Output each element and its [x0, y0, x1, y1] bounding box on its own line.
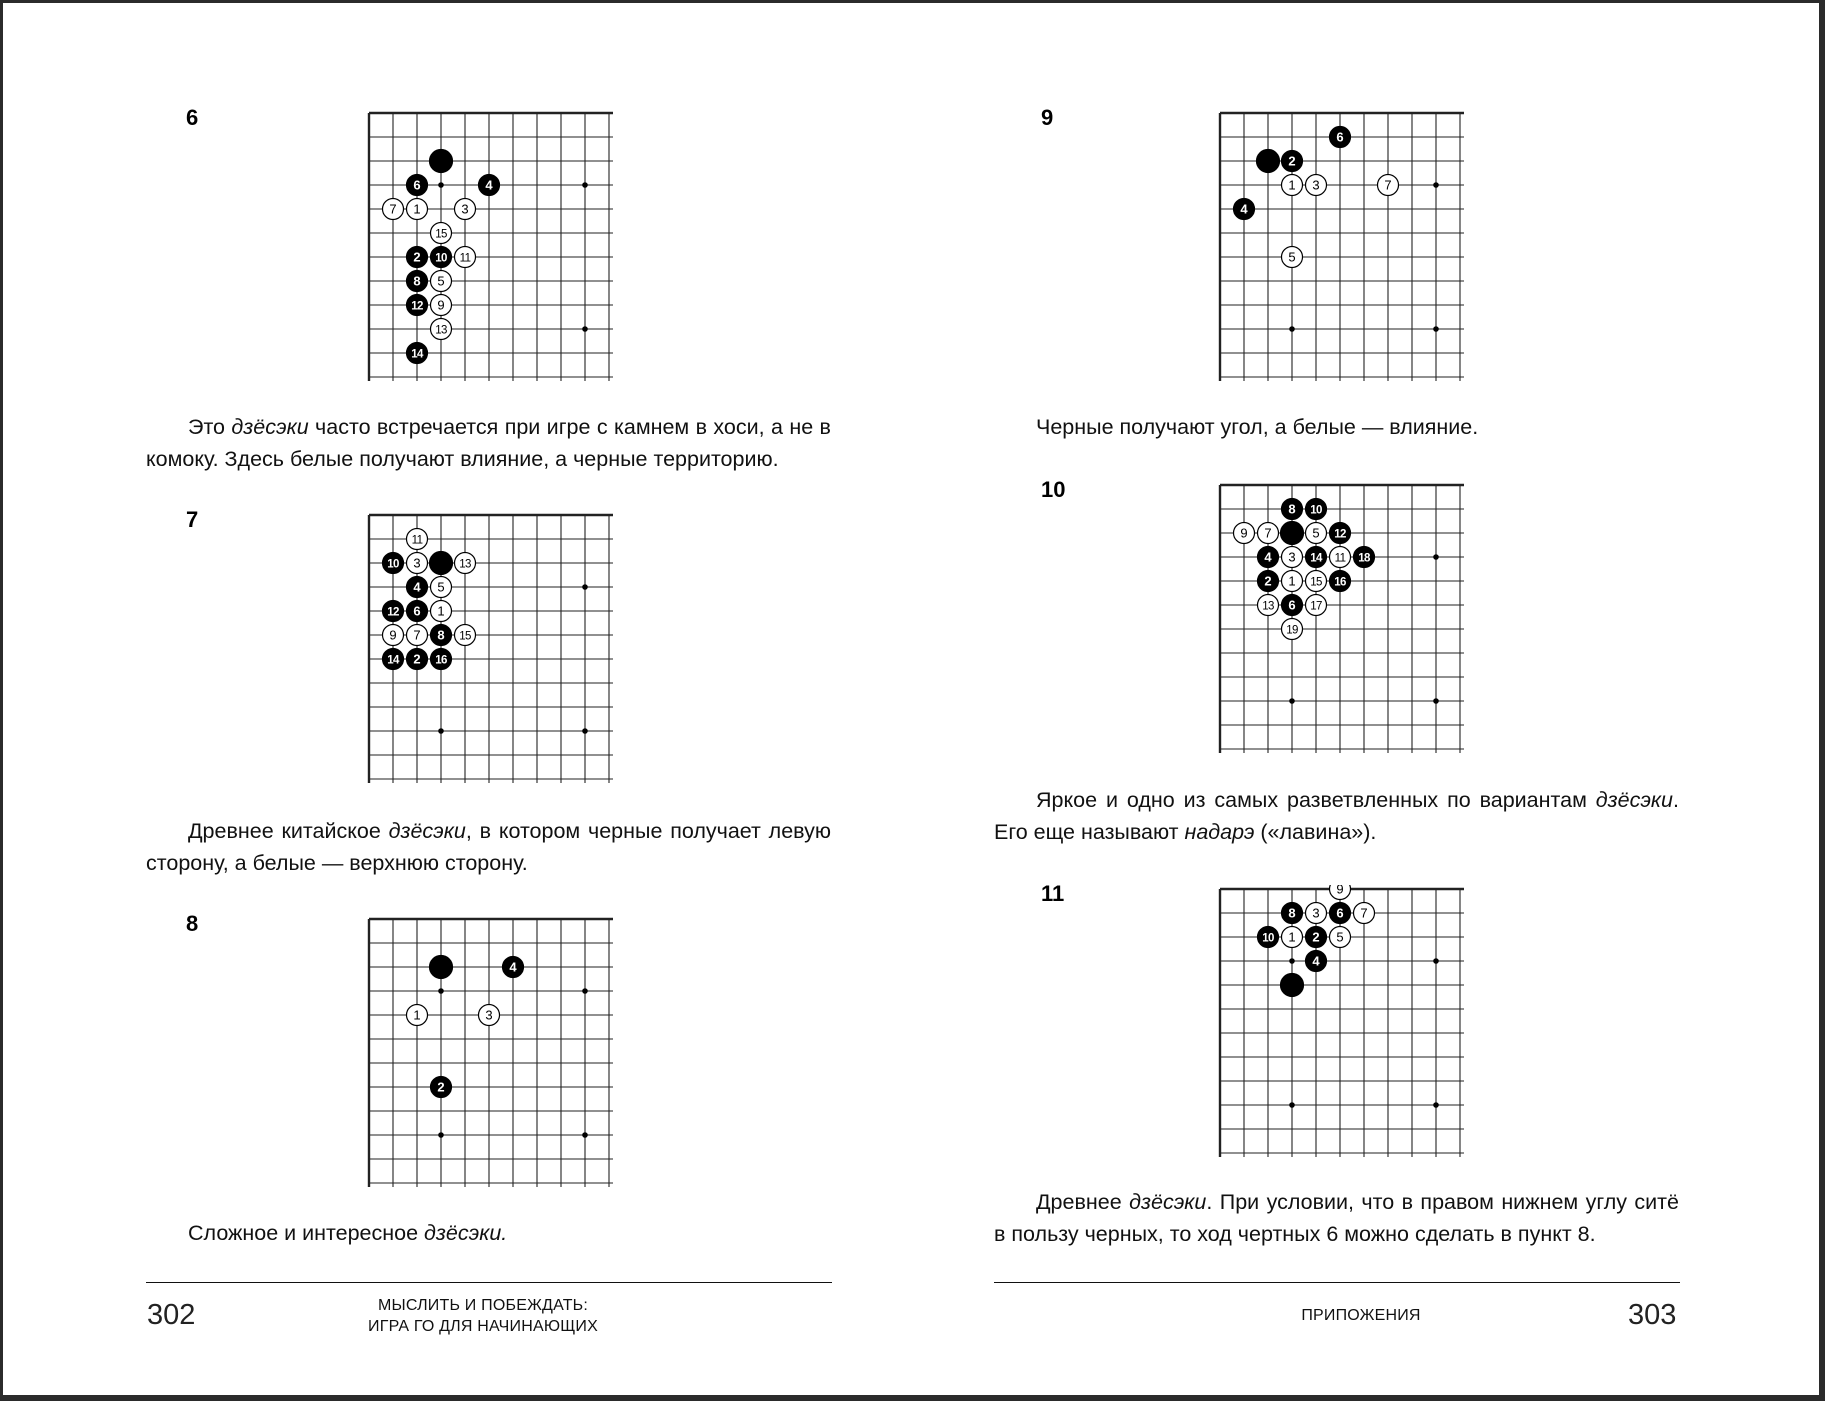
black-stone: [503, 957, 524, 978]
white-stone: [431, 295, 452, 316]
black-stone: [1282, 151, 1303, 172]
white-stone: [1306, 571, 1327, 592]
star-point: [438, 1132, 444, 1138]
white-stone: [455, 199, 476, 220]
move-number: 1: [1288, 177, 1296, 193]
black-stone: [1258, 927, 1279, 948]
white-stone: [407, 625, 428, 646]
move-number: 12: [387, 606, 399, 619]
move-number: 7: [413, 627, 421, 643]
right-page: [911, 3, 1819, 1395]
star-point: [582, 988, 588, 994]
board-grid: [369, 113, 613, 381]
move-number: 14: [411, 348, 423, 361]
move-number: 4: [485, 177, 493, 193]
black-stone: [1282, 903, 1303, 924]
move-number: 5: [437, 579, 445, 595]
white-stone: [431, 319, 452, 340]
move-number: 5: [1288, 249, 1296, 265]
white-stone: [383, 625, 404, 646]
black-stone: [479, 175, 500, 196]
move-number: 2: [413, 651, 421, 667]
move-number: 15: [435, 228, 447, 241]
black-stone: [1306, 927, 1327, 948]
move-number: 1: [413, 201, 421, 217]
move-number: 3: [1288, 549, 1296, 565]
diagram-caption: Яркое и одно из самых разветвленных по вариантам дзёсэки. Его еще называют надарэ («лавина»).: [994, 788, 1679, 844]
black-stone: [383, 649, 404, 670]
white-stone: [1306, 175, 1327, 196]
black-stone: [383, 601, 404, 622]
black-stone: [407, 649, 428, 670]
star-point: [1289, 698, 1295, 704]
black-stone: [383, 553, 404, 574]
move-number: 16: [1334, 576, 1346, 589]
move-number: 4: [413, 579, 421, 595]
move-number: 10: [1262, 932, 1274, 945]
star-point: [1289, 1102, 1295, 1108]
board-grid: [369, 919, 613, 1187]
black-stone: [1257, 150, 1280, 173]
star-point: [1433, 958, 1439, 964]
diagram-number: 7: [186, 507, 199, 532]
black-stone: [1330, 127, 1351, 148]
move-number: 2: [413, 249, 421, 265]
stone-disc: [1281, 974, 1304, 997]
white-stone: [1330, 547, 1351, 568]
diagram-caption: Сложное и интересное дзёсэки.: [188, 1221, 508, 1245]
white-stone: [383, 199, 404, 220]
move-number: 4: [1240, 201, 1248, 217]
running-head: [333, 1295, 633, 1337]
move-number: 19: [1286, 624, 1298, 637]
move-number: 9: [1240, 525, 1248, 541]
page-number: 303: [1628, 1299, 1677, 1331]
running-head-line: МЫСЛИТЬ И ПОБЕЖДАТЬ:: [377, 1297, 589, 1314]
star-point: [582, 584, 588, 590]
star-point: [1289, 326, 1295, 332]
move-number: 2: [1264, 573, 1272, 589]
white-stone: [407, 529, 428, 550]
move-number: 10: [387, 558, 399, 571]
move-number: 11: [411, 534, 423, 547]
book-spread: [3, 3, 1819, 1395]
black-stone: [1306, 547, 1327, 568]
move-number: 6: [1336, 129, 1344, 145]
black-stone: [1258, 571, 1279, 592]
move-number: 7: [1384, 177, 1392, 193]
black-stone: [1306, 499, 1327, 520]
go-board-diagram: [365, 511, 615, 786]
star-point: [438, 988, 444, 994]
footer-rule: [146, 1282, 832, 1283]
stone-disc: [430, 552, 453, 575]
black-stone: [407, 247, 428, 268]
white-stone: [1306, 595, 1327, 616]
move-number: 3: [461, 201, 469, 217]
stone-disc: [430, 956, 453, 979]
black-stone: [1281, 522, 1304, 545]
star-point: [1433, 182, 1439, 188]
white-stone: [1306, 523, 1327, 544]
move-number: 13: [435, 324, 447, 337]
move-number: 17: [1310, 600, 1322, 613]
star-point: [438, 728, 444, 734]
black-stone: [407, 577, 428, 598]
stone-disc: [1281, 522, 1304, 545]
move-number: 8: [413, 273, 421, 289]
white-stone: [1282, 547, 1303, 568]
move-number: 8: [1288, 501, 1296, 517]
diagram-caption: Древнее дзёсэки. При условии, что в правом нижнем углу ситё в пользу черных, то ход чертных 6 можно сделать в пункт 8.: [994, 1190, 1679, 1246]
stone-disc: [430, 150, 453, 173]
white-stone: [1282, 619, 1303, 640]
move-number: 2: [1312, 929, 1320, 945]
move-number: 13: [459, 558, 471, 571]
move-number: 8: [437, 627, 445, 643]
move-number: 13: [1262, 600, 1274, 613]
move-number: 4: [509, 959, 517, 975]
footer-rule: [994, 1282, 1680, 1283]
black-stone: [430, 956, 453, 979]
running-head-line: ИГРА ГО ДЛЯ НАЧИНАЮЩИХ: [368, 1318, 598, 1335]
go-board-diagram: [1216, 109, 1466, 384]
black-stone: [1258, 547, 1279, 568]
left-page: [3, 3, 911, 1395]
move-number: 15: [459, 630, 471, 643]
move-number: 9: [1336, 885, 1344, 897]
board-grid: [369, 515, 613, 783]
star-point: [1433, 1102, 1439, 1108]
black-stone: [431, 1077, 452, 1098]
star-point: [1433, 698, 1439, 704]
go-board-diagram: [365, 915, 615, 1190]
diagram-number: 10: [1041, 477, 1066, 502]
move-number: 9: [437, 297, 445, 313]
black-stone: [1330, 523, 1351, 544]
star-point: [438, 182, 444, 188]
move-number: 1: [437, 603, 445, 619]
board-grid: [1220, 113, 1464, 381]
move-number: 1: [1288, 929, 1296, 945]
black-stone: [1354, 547, 1375, 568]
move-number: 9: [389, 627, 397, 643]
black-stone: [431, 625, 452, 646]
black-stone: [430, 150, 453, 173]
black-stone: [1234, 199, 1255, 220]
move-number: 14: [1310, 552, 1322, 565]
white-stone: [455, 625, 476, 646]
move-number: 4: [1264, 549, 1272, 565]
white-stone: [1354, 903, 1375, 924]
black-stone: [1282, 595, 1303, 616]
black-stone: [407, 343, 428, 364]
white-stone: [431, 577, 452, 598]
move-number: 2: [437, 1079, 445, 1095]
move-number: 8: [1288, 905, 1296, 921]
black-stone: [431, 649, 452, 670]
move-number: 10: [1310, 504, 1322, 517]
move-number: 5: [1312, 525, 1320, 541]
move-number: 18: [1358, 552, 1370, 565]
white-stone: [1282, 571, 1303, 592]
black-stone: [431, 247, 452, 268]
move-number: 3: [485, 1007, 493, 1023]
move-number: 6: [1288, 597, 1296, 613]
move-number: 6: [1336, 905, 1344, 921]
move-number: 6: [413, 603, 421, 619]
white-stone: [1330, 885, 1351, 900]
white-stone: [431, 271, 452, 292]
move-number: 1: [413, 1007, 421, 1023]
star-point: [1289, 958, 1295, 964]
black-stone: [1281, 974, 1304, 997]
white-stone: [1234, 523, 1255, 544]
white-stone: [1258, 595, 1279, 616]
move-number: 7: [1360, 905, 1368, 921]
move-number: 10: [435, 252, 447, 265]
black-stone: [407, 601, 428, 622]
white-stone: [1306, 903, 1327, 924]
white-stone: [1282, 247, 1303, 268]
move-number: 7: [389, 201, 397, 217]
move-number: 12: [411, 300, 423, 313]
white-stone: [455, 247, 476, 268]
black-stone: [1330, 571, 1351, 592]
move-number: 3: [1312, 905, 1320, 921]
move-number: 2: [1288, 153, 1296, 169]
go-board-diagram: [1216, 481, 1466, 756]
stone-disc: [1257, 150, 1280, 173]
white-stone: [407, 199, 428, 220]
white-stone: [479, 1005, 500, 1026]
black-stone: [430, 552, 453, 575]
move-number: 11: [1334, 552, 1346, 565]
diagram-number: 9: [1041, 105, 1054, 130]
diagram-caption: Это дзёсэки часто встречается при игре с камнем в хоси, а не в комоку. Здесь белые получают влияние, а черные территорию.: [146, 415, 831, 471]
move-number: 15: [1310, 576, 1322, 589]
white-stone: [455, 553, 476, 574]
diagram-number: 11: [1041, 881, 1065, 906]
move-number: 7: [1264, 525, 1272, 541]
white-stone: [1258, 523, 1279, 544]
diagram-caption: Черные получают угол, а белые — влияние.: [1036, 415, 1479, 439]
black-stone: [1282, 499, 1303, 520]
go-board-diagram: [1216, 885, 1466, 1160]
diagram-number: 6: [186, 105, 199, 130]
black-stone: [1306, 951, 1327, 972]
move-number: 3: [413, 555, 421, 571]
page-number: 302: [147, 1299, 196, 1331]
white-stone: [1378, 175, 1399, 196]
star-point: [1433, 326, 1439, 332]
white-stone: [1330, 927, 1351, 948]
move-number: 5: [437, 273, 445, 289]
go-board-diagram: [365, 109, 615, 384]
diagram-caption: Древнее китайское дзёсэки, в котором черные получает левую сторону, а белые — верхнюю сторону.: [146, 819, 831, 875]
star-point: [582, 182, 588, 188]
running-head: ПРИПОЖЕНИЯ: [1301, 1307, 1421, 1324]
diagram-number: 8: [186, 911, 199, 936]
move-number: 16: [435, 654, 447, 667]
star-point: [1433, 554, 1439, 560]
move-number: 4: [1312, 953, 1320, 969]
white-stone: [1282, 927, 1303, 948]
star-point: [582, 1132, 588, 1138]
move-number: 3: [1312, 177, 1320, 193]
star-point: [582, 728, 588, 734]
black-stone: [1330, 903, 1351, 924]
black-stone: [407, 271, 428, 292]
black-stone: [407, 175, 428, 196]
move-number: 1: [1288, 573, 1296, 589]
move-number: 5: [1336, 929, 1344, 945]
move-number: 11: [459, 252, 471, 265]
move-number: 12: [1334, 528, 1346, 541]
white-stone: [407, 553, 428, 574]
white-stone: [1282, 175, 1303, 196]
white-stone: [431, 601, 452, 622]
move-number: 6: [413, 177, 421, 193]
star-point: [582, 326, 588, 332]
white-stone: [431, 223, 452, 244]
black-stone: [407, 295, 428, 316]
move-number: 14: [387, 654, 399, 667]
white-stone: [407, 1005, 428, 1026]
